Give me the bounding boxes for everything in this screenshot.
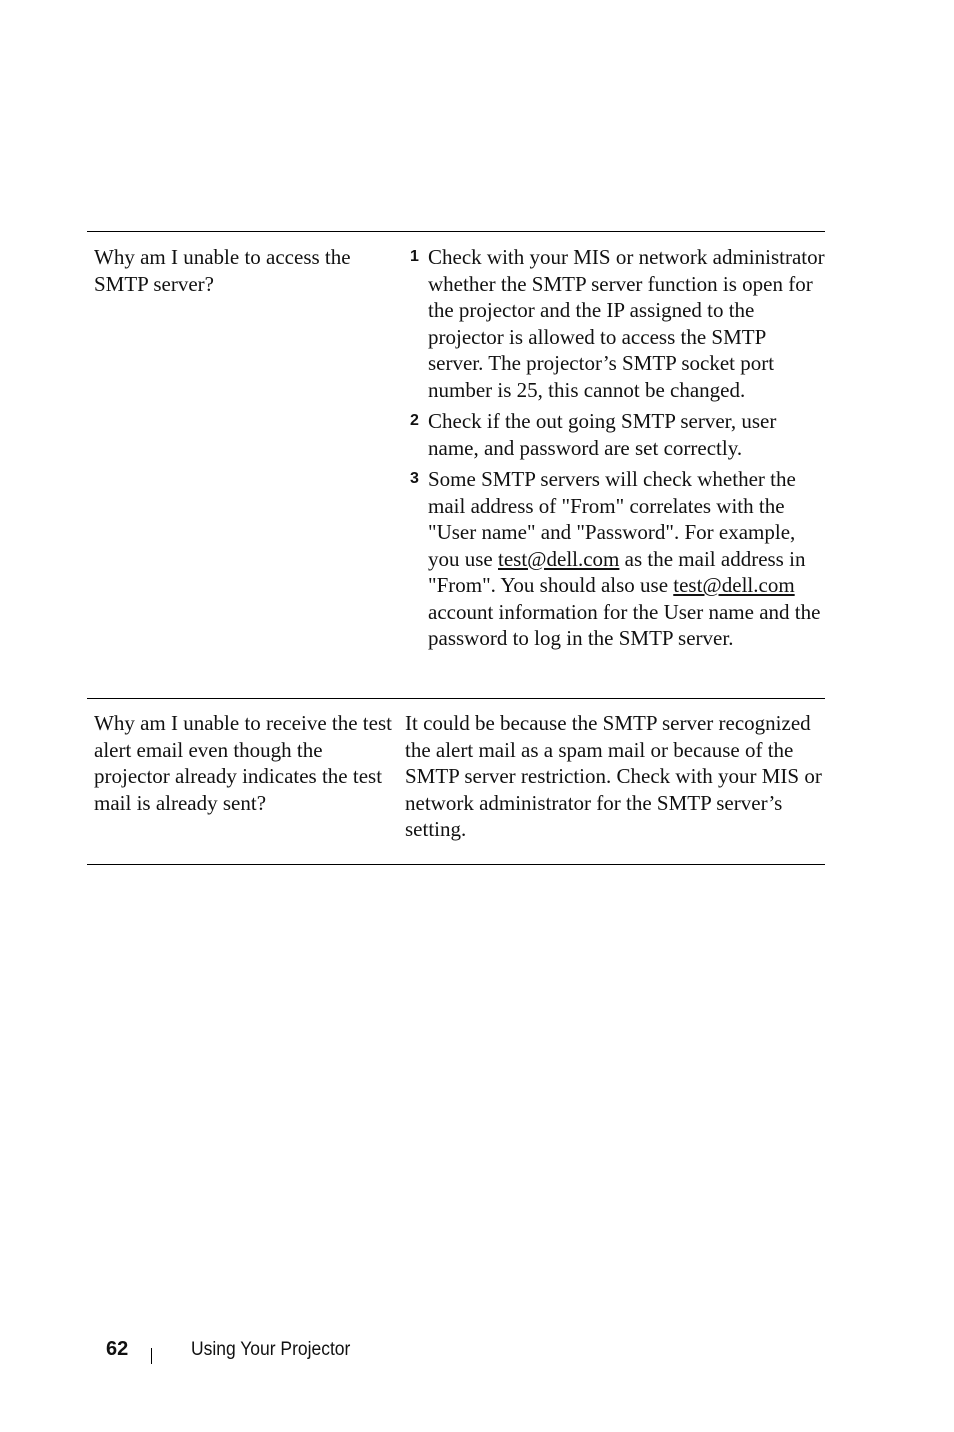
faq-answer [399,232,825,699]
faq-row [87,699,825,865]
step-number: 2 [410,412,419,429]
faq-question: Why am I unable to receive the test alert email even though the projector already indicates the test mail is already sent? [94,711,392,815]
footer-section-title: Using Your Projector [191,1339,351,1360]
answer-step [405,244,825,403]
step-text [428,466,825,652]
step-text: Check if the out going SMTP server, user name, and password are set correctly. [428,409,777,460]
step-text-part: account information for the User name and the password to log in the SMTP server. [428,599,821,650]
answer-step [405,408,825,461]
page-number: 62 [106,1338,129,1360]
email-link[interactable]: test@dell.com [673,573,795,597]
footer-divider [151,1348,152,1364]
step-number: 3 [410,470,419,487]
faq-answer: It could be because the SMTP server recognized the alert mail as a spam mail or because of the SMTP server restriction. Check with your MIS or network administrator for the SMTP server’s setting. [405,711,822,841]
email-link[interactable]: test@dell.com [498,546,620,571]
faq-row [87,232,825,699]
faq-question: Why am I unable to access the SMTP server? [94,245,351,296]
answer-step [405,466,825,652]
step-text-part: as the mail address in "From". You should also use [428,546,806,597]
step-text-part: Some SMTP servers will check whether the mail address of "From" correlates with the "User name" and "Password". For example, you use [428,467,796,571]
step-text: Check with your MIS or network administrator whether the SMTP server function is open for the projector and the IP assigned to the projector is allowed to access the SMTP server. The projector’s SMTP socket port number is 25, this cannot be changed. [428,245,825,402]
step-number: 1 [410,248,419,265]
page-footer [0,1336,954,1376]
faq-table [87,231,825,865]
